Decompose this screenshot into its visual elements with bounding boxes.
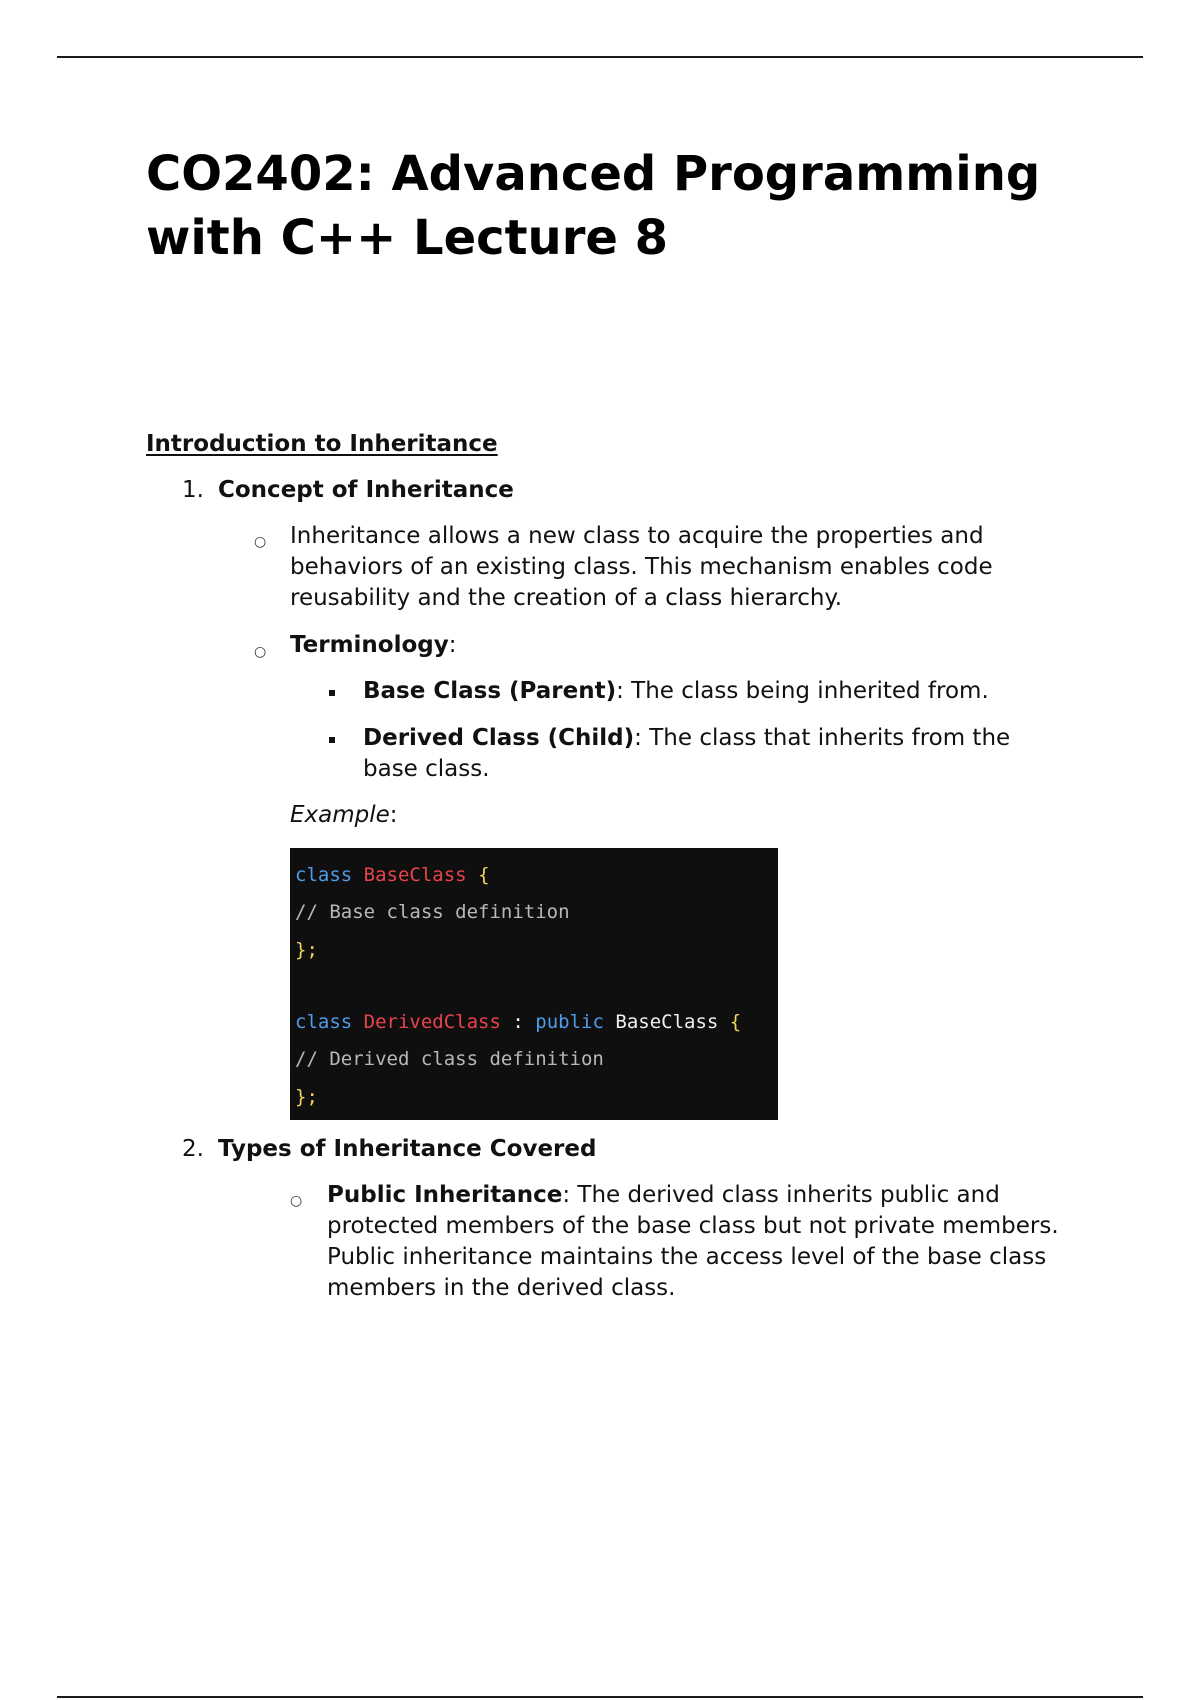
public-inheritance-paragraph — [327, 1180, 1067, 1304]
item-heading: Types of Inheritance Covered — [218, 1136, 597, 1162]
square-bullet-icon — [329, 737, 335, 743]
term-derived-class — [363, 723, 1063, 785]
square-bullet-icon — [329, 690, 335, 696]
terminology-line: Terminology: — [290, 632, 457, 658]
numbered-item-1 — [182, 475, 514, 506]
circle-bullet-icon: ○ — [290, 1193, 303, 1209]
term-definition: : The derived class inherits public and protected members of the base class but not private members. Public inheritance maintains the access level of the base class members in the derived class. — [327, 1182, 1059, 1301]
inheritance-paragraph: Inheritance allows a new class to acquire the properties and behaviors of an existing class. This mechanism enables code reusability and the creation of a class hierarchy. — [290, 523, 993, 611]
circle-bullet-icon: ○ — [254, 534, 267, 550]
item-number: 2. — [182, 1136, 204, 1162]
terminology-label: Terminology — [290, 632, 449, 658]
code-line-3: }; — [295, 939, 318, 961]
circle-bullet-icon: ○ — [254, 644, 267, 660]
term-base-class — [363, 676, 1063, 707]
term-label: Derived Class (Child) — [363, 725, 635, 751]
bottom-rule — [57, 1696, 1143, 1698]
item-heading: Concept of Inheritance — [218, 477, 514, 503]
code-line-7: }; — [295, 1086, 318, 1108]
term-definition: : The class being inherited from. — [616, 678, 989, 704]
section-heading: Introduction to Inheritance — [146, 431, 498, 457]
code-line-2: // Base class definition — [295, 901, 570, 923]
top-rule — [57, 56, 1143, 58]
code-line-1: class BaseClass { — [295, 864, 490, 886]
item-number: 1. — [182, 477, 204, 503]
code-snippet — [290, 848, 778, 1120]
example-label: Example: — [290, 802, 398, 828]
term-label: Base Class (Parent) — [363, 678, 617, 704]
document-title: CO2402: Advanced Programming with C++ Lecture 8 — [146, 146, 1041, 266]
code-line-5: class DerivedClass : public BaseClass { — [295, 1011, 742, 1033]
term-definition: : The class that inherits from the base class. — [363, 725, 1011, 782]
numbered-item-2 — [182, 1134, 596, 1165]
term-label: Public Inheritance — [327, 1182, 563, 1208]
code-line-6: // Derived class definition — [295, 1048, 604, 1070]
